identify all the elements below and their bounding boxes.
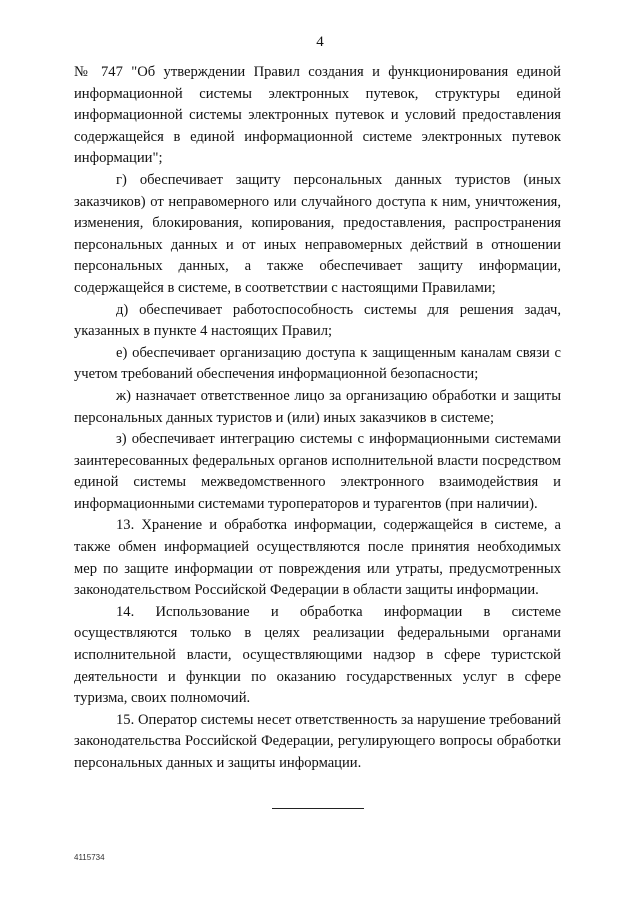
paragraph-clause-13: 13. Хранение и обработка информации, содержащейся в системе, а также обмен информацией осуществляются после принятия необходимых мер по защите информации от повреждения или утраты, предусмотренных законодательством Российской Федерации в области защиты информации.	[74, 517, 561, 599]
paragraph-item-z: з) обеспечивает интеграцию системы с информационными системами заинтересованных федеральных органов исполнительной власти посредством единой системы межведомственного электронного взаимодействия и информационными системами туроператоров и турагентов (при наличии).	[74, 431, 561, 512]
paragraph-item-zh: ж) назначает ответственное лицо за организацию обработки и защиты персональных данных туристов и (или) иных заказчиков в системе;	[74, 387, 561, 426]
paragraph-item-d: д) обеспечивает работоспособность системы для решения задач, указанных в пункте 4 настоящих Правил;	[74, 301, 561, 340]
footer-document-code: 4115734	[74, 853, 105, 862]
paragraph-item-e: е) обеспечивает организацию доступа к защищенным каналам связи с учетом требований обеспечения информационной безопасности;	[74, 344, 561, 383]
paragraph-decree-reference: № 747 "Об утверждении Правил создания и функционирования единой информационной системы электронных путевок, структуры единой информационной системы электронных путевок и условий предоставления содержащейся в единой информационной системе электронных путевок информации";	[74, 64, 561, 167]
end-divider-line	[272, 808, 364, 809]
page-number: 4	[316, 34, 324, 50]
paragraph-item-g: г) обеспечивает защиту персональных данных туристов (иных заказчиков) от неправомерного или случайного доступа к ним, уничтожения, изменения, блокирования, копирования, предоставления, распространения персональных данных и от иных неправомерных действий в отношении персональных данных, а также обеспечивает защиту информации, содержащейся в системе, в соответствии с настоящими Правилами;	[74, 171, 561, 296]
paragraph-clause-14: 14. Использование и обработка информации в системе осуществляются только в целях реализации федеральными органами исполнительной власти, осуществляющими надзор в сфере туристской деятельности и функции по оказанию государственных услуг в сфере туризма, своих полномочий.	[74, 603, 561, 707]
document-body	[74, 62, 561, 775]
paragraph-clause-15: 15. Оператор системы несет ответственность за нарушение требований законодательства Российской Федерации, регулирующего вопросы обработки персональных данных и защиты информации.	[74, 711, 561, 771]
